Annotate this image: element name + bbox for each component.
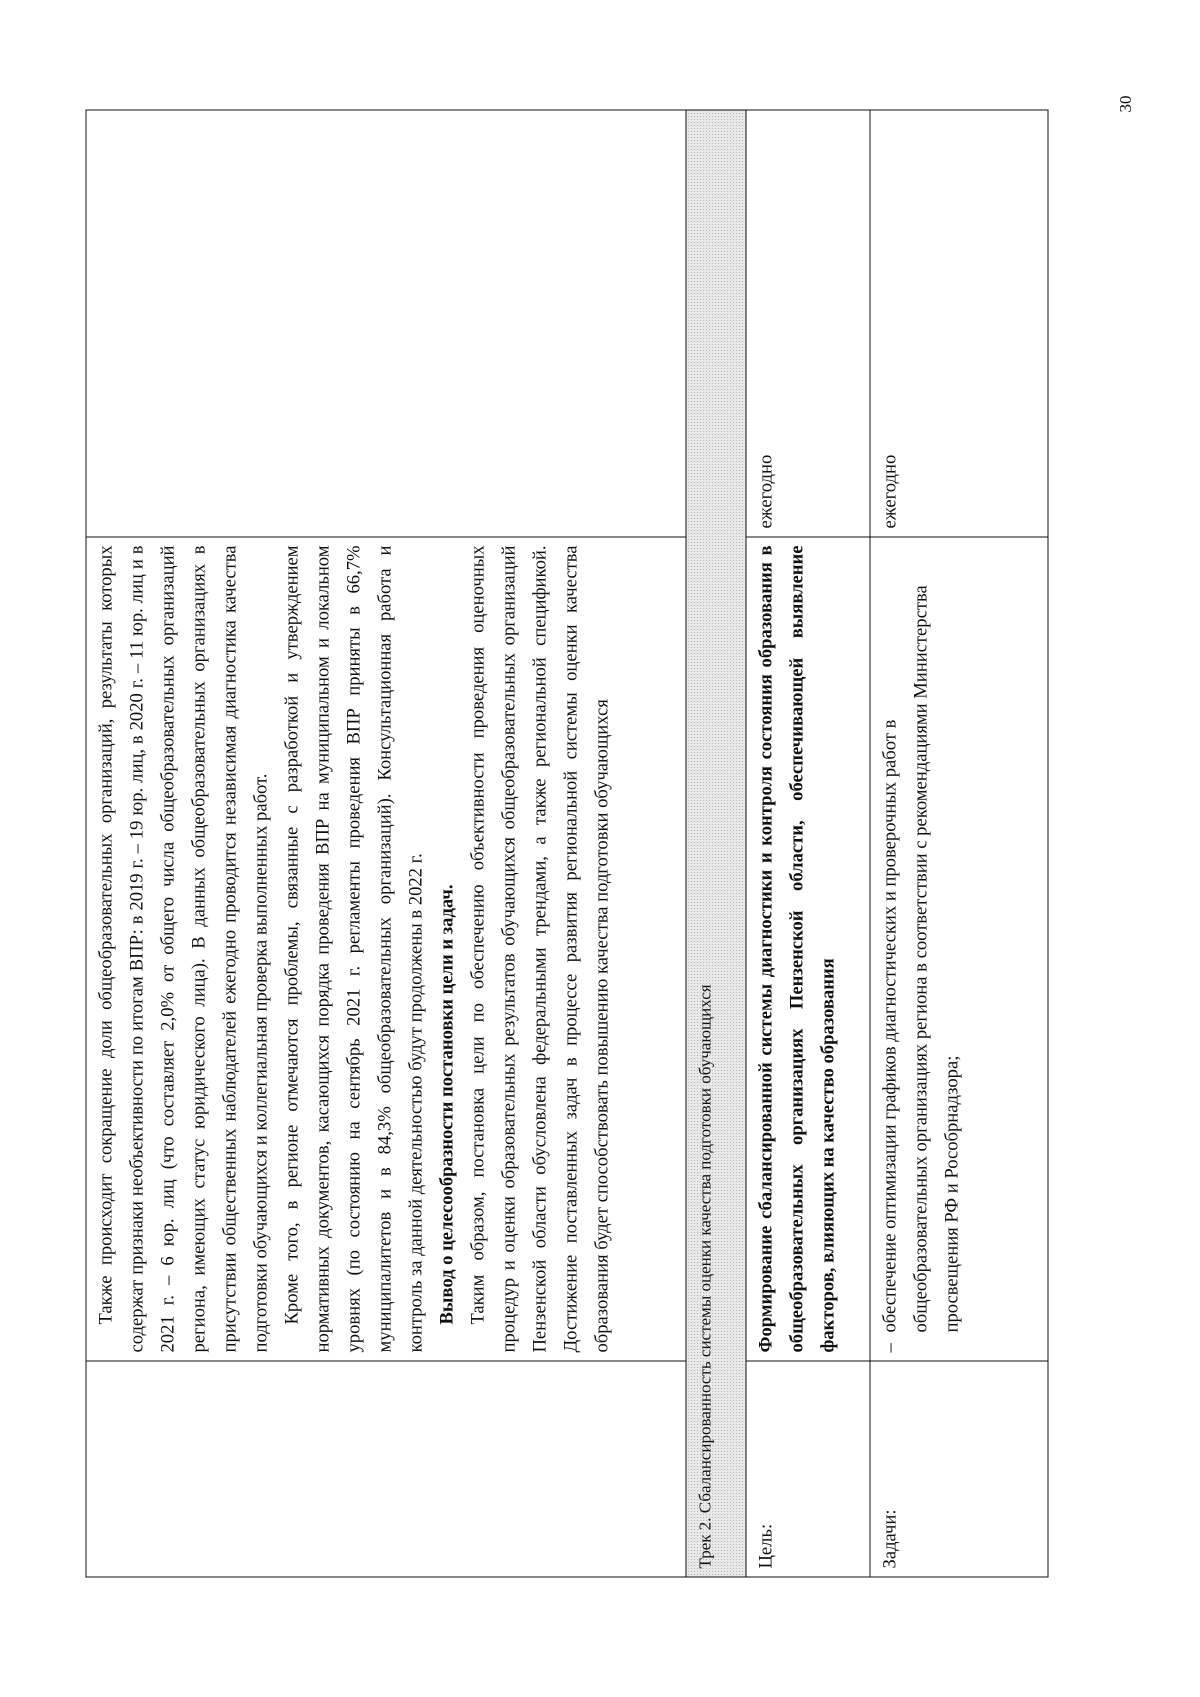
goal-label: Цель: xyxy=(746,1361,870,1577)
tasks-text-cell xyxy=(870,537,1048,1361)
track-title: Трек 2. Сбалансированность системы оценки качества подготовки обучающихся xyxy=(686,110,746,1577)
analysis-paragraph: Кроме того, в регионе отмечаются проблемы, связанные с разработкой и утверждением нормативных документов, касающихся порядка проведения ВПР на муниципальном и локальном уровнях (по состоянию на сентябрь 2021 г. регламенты проведения ВПР приняты в 66,7% муниципалитетов и в 84,3% общеобразовательных организаций). Консультационная работа и контроль за данной деятельностью будут продолжены в 2022 г. xyxy=(281,545,426,1352)
goal-period: ежегодно xyxy=(746,110,870,537)
conclusion-paragraph: Таким образом, постановка цели по обеспечению объективности проведения оценочных процедур и оценки образовательных результатов обучающихся общеобразовательных организаций Пензенской области обусловлена федеральными трендами, а также региональной спецификой. Достижение поставленных задач в процессе развития региональной системы оценки качества образования будет способствовать повышению качества подготовки обучающихся xyxy=(467,545,612,1352)
task-text: обеспечение оптимизации графиков диагностических и проверочных работ в общеобразовательных организациях региона в соответствии с рекомендациями Министерства просвещения РФ и Рособрнадзора; xyxy=(879,584,962,1332)
tasks-row xyxy=(870,110,1048,1577)
document-table xyxy=(85,110,1047,1577)
empty-period-cell xyxy=(86,110,686,537)
tasks-label: Задачи: xyxy=(870,1361,1048,1577)
task-item xyxy=(874,545,967,1352)
conclusion-heading: Вывод о целесообразности постановки цели и задач. xyxy=(436,883,457,1324)
empty-label-cell xyxy=(86,1361,686,1577)
track-row xyxy=(686,110,746,1577)
tasks-period: ежегодно xyxy=(870,110,1048,537)
analysis-paragraph: Также происходит сокращение доли общеобразовательных организаций, результаты которых содержат признаки необъективности по итогам ВПР: в 2019 г. – 19 юр. лиц, в 2020 г. – 11 юр. лиц и в 2021 г. – 6 юр. лиц (что составляет 2,0% от общего числа общеобразовательных организаций региона, имеющих статус юридического лица). В данных общеобразовательных организациях в присутствии общественных наблюдателей ежегодно проводится независимая диагностика качества подготовки обучающихся и коллегиальная проверка выполненных работ. xyxy=(95,545,271,1352)
goal-text-cell xyxy=(746,537,870,1361)
analysis-row xyxy=(86,110,686,1577)
goal-row xyxy=(746,110,870,1577)
analysis-text-cell xyxy=(86,537,686,1361)
task-dash: – xyxy=(879,1342,900,1352)
page-number: 30 xyxy=(1116,95,1135,113)
goal-text: Формирование сбалансированной системы диагностики и контроля состояния образования в общеобразовательных организациях Пензенской области, обеспечивающей выявление факторов, влияющих на качество образования xyxy=(755,545,838,1352)
